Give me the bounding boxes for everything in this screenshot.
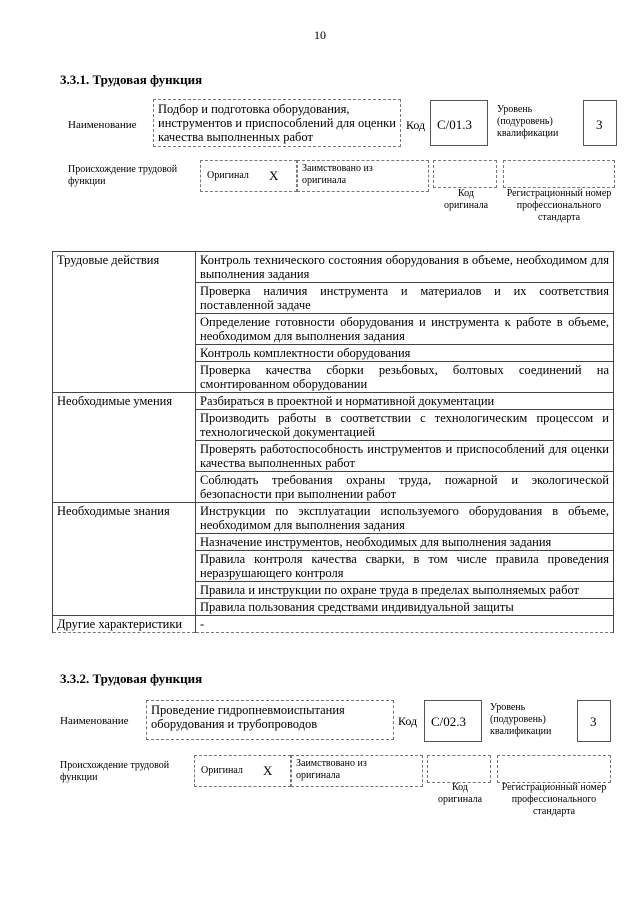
reg-number-label: Регистрационный номер профессионального стандарта [501, 782, 607, 817]
row-item: Правила пользования средствами индивидуальной защиты [196, 599, 614, 616]
row-category: Трудовые действия [53, 252, 196, 393]
code-box [430, 100, 488, 146]
section-title: 3.3.2. Трудовая функция [60, 671, 203, 686]
name-box [153, 99, 401, 147]
row-category: Другие характеристики [53, 616, 196, 633]
level-label: Уровень (подуровень) квалификации [490, 702, 552, 737]
original-label: Оригинал [207, 170, 249, 181]
section-title: 3.3.1. Трудовая функция [60, 72, 203, 87]
row-item: Инструкции по эксплуатации используемого оборудования в объеме, необходимом для выполнения задания [196, 503, 614, 534]
name-label: Наименование [68, 119, 137, 131]
reg-number-box [503, 160, 615, 188]
reg-number-box [497, 755, 611, 783]
origin-code-box [427, 755, 491, 783]
borrowed-label: Заимствовано из оригинала [302, 163, 373, 186]
row-item: Производить работы в соответствии с технологическим процессом и технологической документацией [196, 410, 614, 441]
level-value: 3 [596, 117, 603, 132]
name-label: Наименование [60, 715, 129, 727]
row-item: Контроль технического состояния оборудования в объеме, необходимом для выполнения задания [196, 252, 614, 283]
original-box [200, 160, 297, 192]
original-label: Оригинал [201, 765, 243, 776]
name-value: Проведение гидропневмоиспытания оборудования и трубопроводов [151, 703, 345, 731]
code-value: С/01.3 [437, 117, 473, 132]
row-item: Соблюдать требования охраны труда, пожарной и экологической безопасности при выполнении работ [196, 472, 614, 503]
row-category: Необходимые знания [53, 503, 196, 616]
code-label: Код [398, 714, 418, 728]
row-item: - [196, 616, 614, 633]
borrowed-box [297, 160, 429, 192]
name-box [146, 700, 394, 740]
code-label: Код [406, 118, 426, 132]
level-box [577, 700, 611, 742]
level-label: Уровень (подуровень) квалификации [497, 104, 559, 139]
origin-label: Происхождение трудовой функции [68, 164, 178, 187]
table-row [53, 393, 614, 410]
origin-code-label: Код оригинала [437, 782, 483, 805]
original-mark: X [263, 763, 273, 778]
borrowed-box [291, 755, 423, 787]
page-number: 10 [314, 28, 326, 42]
row-item: Определение готовности оборудования и инструмента к работе в объеме, необходимом для выполнения задания [196, 314, 614, 345]
level-value: 3 [590, 714, 597, 729]
function-table [52, 251, 614, 633]
table-row [53, 252, 614, 283]
original-mark: X [269, 168, 279, 183]
level-box [583, 100, 617, 146]
reg-number-label: Регистрационный номер профессионального стандарта [506, 188, 612, 223]
origin-label: Происхождение трудовой функции [60, 760, 170, 783]
origin-code-label: Код оригинала [443, 188, 489, 211]
code-box [424, 700, 482, 742]
table-row [53, 503, 614, 534]
row-item: Назначение инструментов, необходимых для выполнения задания [196, 534, 614, 551]
row-item: Контроль комплектности оборудования [196, 345, 614, 362]
table-row [53, 616, 614, 633]
row-item: Проверка качества сборки резьбовых, болтовых соединений на смонтированном оборудовании [196, 362, 614, 393]
row-item: Правила контроля качества сварки, в том числе правила проведения неразрушающего контроля [196, 551, 614, 582]
row-category: Необходимые умения [53, 393, 196, 503]
row-item: Проверка наличия инструмента и материалов и их соответствия поставленной задаче [196, 283, 614, 314]
code-value: С/02.3 [431, 714, 467, 729]
borrowed-label: Заимствовано из оригинала [296, 758, 367, 781]
original-box [194, 755, 291, 787]
origin-code-box [433, 160, 497, 188]
row-item: Правила и инструкции по охране труда в пределах выполняемых работ [196, 582, 614, 599]
row-item: Проверять работоспособность инструментов и приспособлений для оценки качества выполненных работ [196, 441, 614, 472]
name-value: Подбор и подготовка оборудования, инструментов и приспособлений для оценки качества выполненных работ [158, 102, 396, 144]
row-item: Разбираться в проектной и нормативной документации [196, 393, 614, 410]
